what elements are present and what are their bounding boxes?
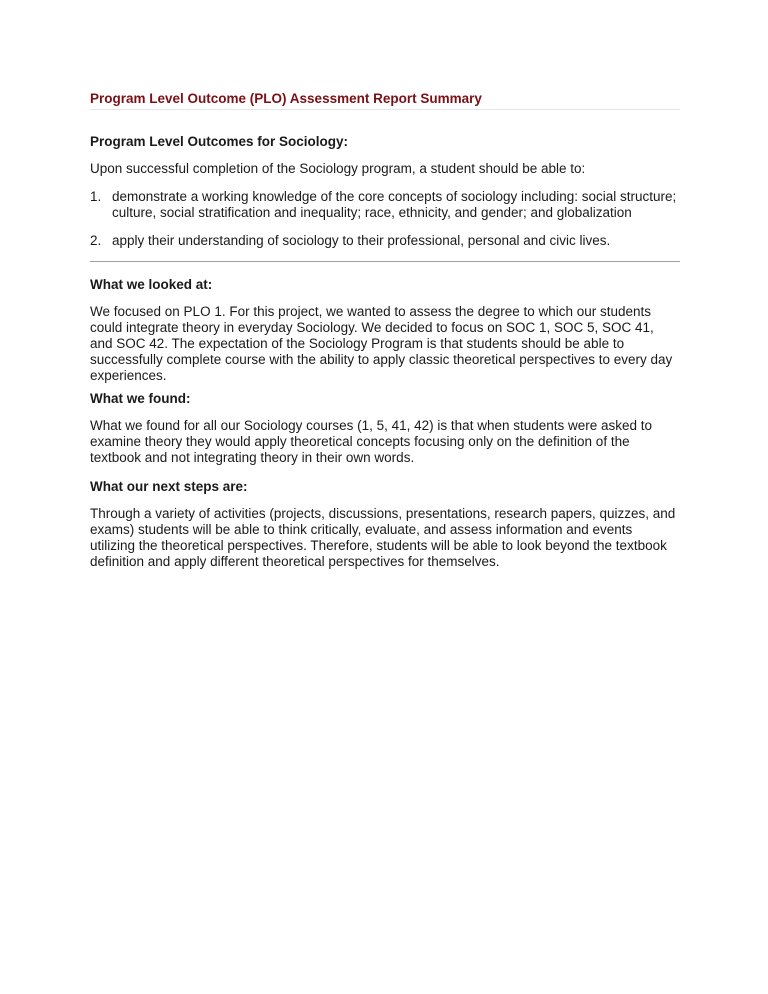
found-text: What we found for all our Sociology courses (1, 5, 41, 42) is that when students were asked to examine theory they would apply theoretical concepts focusing only on the definition of the textbook and not integrating theory in their own words. <box>90 418 653 465</box>
looked-at-heading: What we looked at: <box>90 277 213 292</box>
document-page <box>90 90 680 582</box>
found-heading: What we found: <box>90 391 191 406</box>
next-steps-heading: What our next steps are: <box>90 479 248 494</box>
outcomes-heading: Program Level Outcomes for Sociology: <box>90 134 349 149</box>
outcome-list <box>90 189 680 249</box>
next-steps-text: Through a variety of activities (projects, discussions, presentations, research papers, quizzes, and exams) students will be able to think critically, evaluate, and assess information and events utilizing the theoretical perspectives. Therefore, students will be able to look beyond the textbook definition and apply different theoretical perspectives for themselves. <box>90 506 676 569</box>
outcome-text: demonstrate a working knowledge of the core concepts of sociology including: social structure; culture, social stratification and inequality; race, ethnicity, and gender; and globalization <box>112 189 677 220</box>
outcome-number: 1. <box>90 189 102 204</box>
outcome-item-1 <box>90 189 680 221</box>
looked-at-text: We focused on PLO 1. For this project, we wanted to assess the degree to which our students could integrate theory in everyday Sociology. We decided to focus on SOC 1, SOC 5, SOC 41, and SOC 42. The expectation of the Sociology Program is that students should be able to successfully complete course with the ability to apply classic theoretical perspectives to every day experiences. <box>90 304 673 383</box>
outcome-number: 2. <box>90 233 102 248</box>
document-title: Program Level Outcome (PLO) Assessment Report Summary <box>90 90 680 110</box>
section-divider <box>90 261 680 262</box>
outcome-item-2 <box>90 233 680 249</box>
outcomes-intro: Upon successful completion of the Sociology program, a student should be able to: <box>90 161 586 176</box>
outcome-text: apply their understanding of sociology to their professional, personal and civic lives. <box>112 233 611 248</box>
